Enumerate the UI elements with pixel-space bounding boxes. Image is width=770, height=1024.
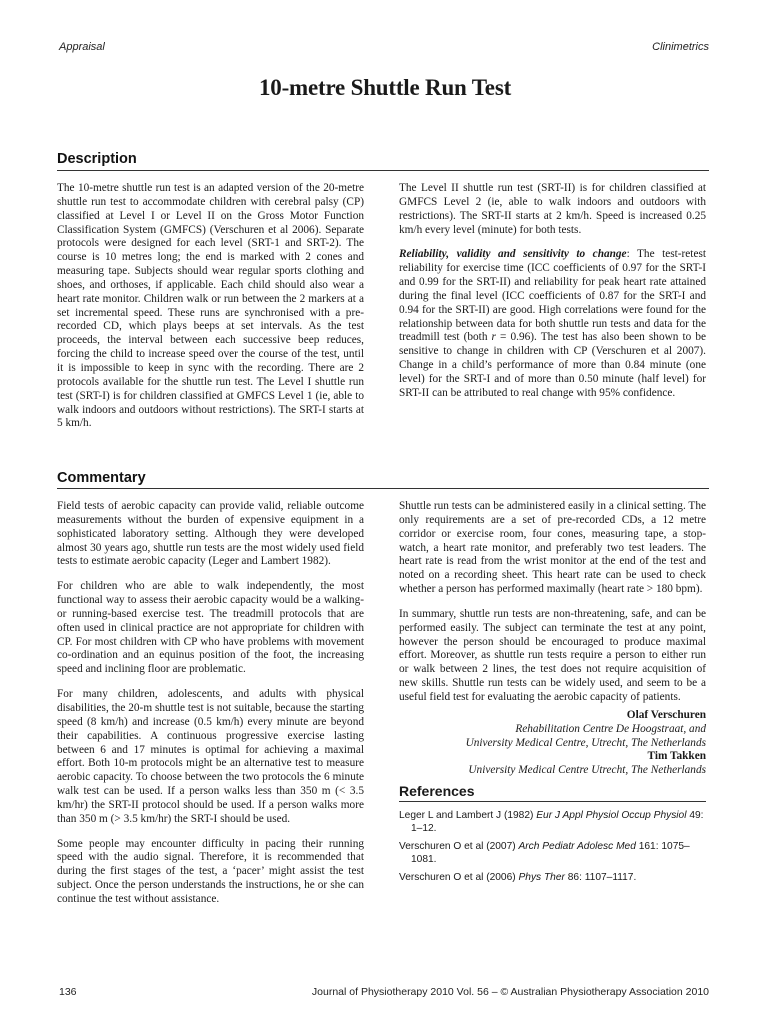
description-rule bbox=[57, 170, 709, 171]
reference-item bbox=[399, 809, 706, 835]
reference-authors: Verschuren O et al (2007) bbox=[399, 840, 519, 852]
reference-item bbox=[399, 871, 706, 884]
references-rule bbox=[399, 801, 706, 802]
author-name: Tim Takken bbox=[647, 750, 706, 763]
author-affiliation: University Medical Centre Utrecht, The Netherlands bbox=[468, 764, 706, 777]
reference-journal: Phys Ther bbox=[518, 871, 565, 883]
description-paragraph: The 10-metre shuttle run test is an adapted version of the 20-metre shuttle run test to accommodate children with cerebral palsy (CP) classified at Level I or Level II on the Gross Motor Function Classification System (GMFCS) (Verschuren et al 2006). Separate protocols were designed for each level (SRT-1 and SRT-2). The course is 10 metres long; the end is marked with 2 cones and measuring tape. Subjects should wear regular sports clothing and shoes, and orthoses, if applicable. Each child should also wear a heart rate monitor. Children walk or run between the 2 markers at a set incremental speed. These runs are synchronised with a pre-recorded CD, which plays beeps at set intervals. As the test proceeds, the interval between each successive beep reduces, forcing the child to increase speed over the course of the test, until it is impossible to keep in sync with the recording. There are 2 protocols available for the shuttle run test. The Level I shuttle run test (SRT-I) is for children classified at GMFCS Level 1 (ie, able to walk indoors and outdoors without restrictions). The SRT-I starts at 5 km/h. bbox=[57, 182, 364, 430]
commentary-paragraph: Field tests of aerobic capacity can provide valid, reliable outcome measurements without the burden of expensive equipment in a sophisticated laboratory setting. Although they were developed almost 30 years ago, shuttle run tests are the most widely used field tests to estimate aerobic capacity (Leger and Lambert 1982). bbox=[57, 500, 364, 568]
author-affiliation: Rehabilitation Centre De Hoogstraat, and bbox=[515, 722, 706, 735]
reliability-r-symbol: r bbox=[491, 331, 496, 344]
author-signature bbox=[399, 709, 706, 778]
reference-volume: 49: 1–12. bbox=[411, 809, 704, 834]
commentary-heading: Commentary bbox=[57, 470, 146, 486]
reliability-lead: Reliability, validity and sensitivity to change bbox=[399, 248, 627, 261]
reference-journal: Arch Pediatr Adolesc Med bbox=[518, 840, 636, 852]
reference-item bbox=[399, 840, 706, 866]
references-heading: References bbox=[399, 783, 475, 800]
reference-volume: 86: 1107–1117. bbox=[564, 871, 637, 883]
author-name: Olaf Verschuren bbox=[626, 708, 706, 721]
commentary-paragraph: For many children, adolescents, and adults with physical disabilities, the 20-m shuttle test is not suitable, because the starting speed (8 km/h) and increase (0.5 km/h) every minute are beyond their capabilities. A continuous progressive exercise lasting between 6 and 17 minutes is optimal for achieving a maximal effort. Both 10-m protocols might be an alternative test to measure aerobic capacity. To choose between the two protocols the 6 minute walk test can be used. If a person walks less than 350 m (< 3.5 km/hr) the SRT-II protocol should be used. If a person walks more than 350 m (> 3.5 km/hr) the SRT-I should be used. bbox=[57, 688, 364, 825]
commentary-rule bbox=[57, 488, 709, 489]
description-heading: Description bbox=[57, 151, 137, 167]
reference-volume: 161: 1075–1081. bbox=[411, 840, 690, 865]
running-header-category: Clinimetrics bbox=[652, 41, 709, 53]
running-header-section: Appraisal bbox=[59, 41, 105, 53]
author-affiliation: University Medical Centre, Utrecht, The Netherlands bbox=[465, 736, 706, 749]
page-number: 136 bbox=[59, 986, 77, 998]
commentary-paragraph: Shuttle run tests can be administered easily in a clinical setting. The only requirements are a set of pre-recorded CDs, a 12 metre corridor or exercise room, four cones, measuring tape, a stop-watch, a heart rate monitor, and preferably two test leaders. The heart rate is read from the wrist monitor at the end of the test and noted on a recording sheet. This heart rate can be used to check whether a person has performed maximally (heart rate > 180 bpm). bbox=[399, 500, 706, 596]
reference-journal: Eur J Appl Physiol Occup Physiol bbox=[536, 809, 687, 821]
commentary-paragraph: Some people may encounter difficulty in pacing their running speed with the audio signal. Therefore, it is recommended that during the first stages of the test, a ‘pacer’ might assist the test subject. Once the person understands the instructions, he or she can continue the test without assistance. bbox=[57, 837, 364, 905]
commentary-paragraph: In summary, shuttle run tests are non-threatening, safe, and can be performed easily. The subject can terminate the test at any point, however the person should be encouraged to produce maximal effort. Moreover, as shuttle run tests require a person to either run or walk between 2 lines, the test does not require acquisition of new skills. Shuttle run tests can be widely used, and seem to be a useful field test for evaluating the aerobic capacity of patients. bbox=[399, 607, 706, 703]
journal-citation: Journal of Physiotherapy 2010 Vol. 56 – © Australian Physiotherapy Association 2010 bbox=[311, 986, 709, 998]
commentary-paragraph: For children who are able to walk independently, the most functional way to assess their aerobic capacity would be a walking- or running-based exercise test. The treadmill protocols that are often used in clinical practice are not appropriate for children with CP. For most children with CP who have problems with movement co-ordination and an equinus position of the foot, the increasing speed and inclining floor are problematic. bbox=[57, 580, 364, 676]
reference-authors: Leger L and Lambert J (1982) bbox=[399, 809, 537, 821]
description-paragraph: The Level II shuttle run test (SRT-II) is for children classified at GMFCS Level 2 (ie, able to walk indoors and outdoors with restrictions). The SRT-II starts at 2 km/h. Speed is increased 0.25 km/h every level (minute) for both tests. bbox=[399, 182, 706, 236]
article-title: 10-metre Shuttle Run Test bbox=[258, 75, 512, 100]
reliability-text-a: : The test-retest reliability for exercise time (ICC coefficients of 0.97 for the SRT-I and 0.99 for the SRT-II) and reliability for peak heart rate attained during the final level (ICC coefficients of 0.87 for the SRT-I and 0.94 for the SRT-II) are good. High correlations were found for the relationship between data for both shuttle run tests and data for the treadmill test (both bbox=[399, 248, 706, 344]
description-left-column bbox=[57, 182, 364, 431]
reliability-text-b: = 0.96). The test has also been shown to be sensitive to change in children with CP (Verschuren et al 2007). Change in a child’s performance of more than 0.84 minute (one level) for the SRT-I and of more than 0.50 minute (half level) for SRT-II can be attributed to real change with 95% confidence. bbox=[399, 331, 706, 399]
reference-authors: Verschuren O et al (2006) bbox=[399, 871, 519, 883]
commentary-left-column bbox=[57, 500, 364, 907]
commentary-right-column bbox=[399, 500, 706, 889]
description-right-column bbox=[399, 182, 706, 401]
reliability-paragraph bbox=[399, 248, 706, 400]
